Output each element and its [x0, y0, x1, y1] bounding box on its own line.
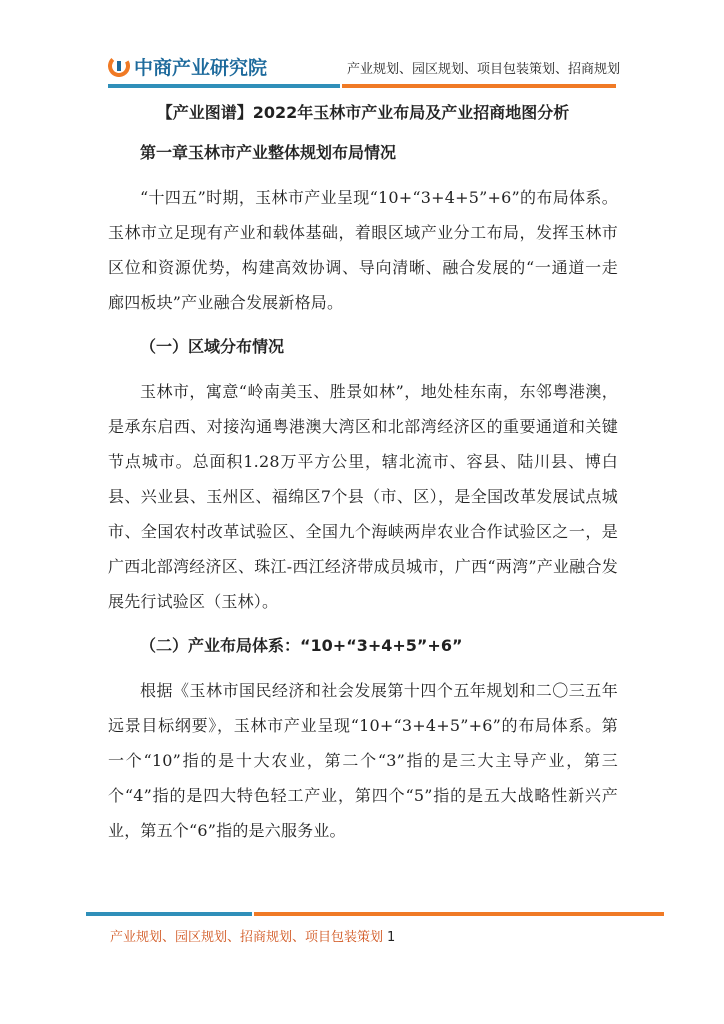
- footer-divider-orange: [254, 912, 664, 916]
- header-tagline: 产业规划、园区规划、项目包装策划、招商规划: [346, 62, 620, 77]
- footer-services: 产业规划、园区规划、招商规划、项目包装策划: [110, 930, 384, 945]
- intro-paragraph: “十四五”时期，玉林市产业呈现“10+“3+4+5”+6”的布局体系。玉林市立足现有产业和载体基础，着眼区域产业分工布局，发挥玉林市区位和资源优势，构建高效协调、导向清晰、融合发展的“一通道一走廊四板块”产业融合发展新格局。: [108, 188, 618, 312]
- logo-icon: [108, 55, 130, 77]
- page-header: [0, 0, 724, 92]
- chapter-heading: 第一章玉林市产业整体规划布局情况: [140, 143, 397, 162]
- header-divider-orange: [342, 84, 616, 88]
- company-logo: [108, 52, 267, 80]
- page-footer: [0, 908, 724, 968]
- industry-system-paragraph: 根据《玉林市国民经济和社会发展第十四个五年规划和二〇三五年远景目标纲要》，玉林市产业呈现“10+“3+4+5”+6”的布局体系。第一个“10”指的是十大农业，第二个“3”指的是三大主导产业，第三个“4”指的是四大特色轻工产业，第四个“5”指的是五大战略性新兴产业，第五个“6”指的是六服务业。: [108, 681, 618, 840]
- footer-divider-blue: [86, 912, 252, 916]
- page-number: 1: [387, 930, 396, 945]
- document-title: 【产业图谱】2022年玉林市产业布局及产业招商地图分析: [156, 103, 570, 122]
- section-heading-regional: （一）区域分布情况: [140, 337, 285, 356]
- section-heading-industry-system: （二）产业布局体系：“10+“3+4+5”+6”: [140, 636, 463, 655]
- footer-text-block: [110, 926, 395, 945]
- header-divider-blue: [108, 84, 340, 88]
- logo-text: 中商产业研究院: [134, 56, 268, 79]
- regional-paragraph: 玉林市，寓意“岭南美玉、胜景如林”，地处桂东南，东邻粤港澳，是承东启西、对接沟通粤港澳大湾区和北部湾经济区的重要通道和关键节点城市。总面积1.28万平方公里，辖北流市、容县、陆川县、博白县、兴业县、玉州区、福绵区7个县（市、区），是全国改革发展试点城市、全国农村改革试验区、全国九个海峡两岸农业合作试验区之一，是广西北部湾经济区、珠江-西江经济带成员城市，广西“两湾”产业融合发展先行试验区（玉林）。: [108, 382, 618, 611]
- document-body: [108, 100, 618, 848]
